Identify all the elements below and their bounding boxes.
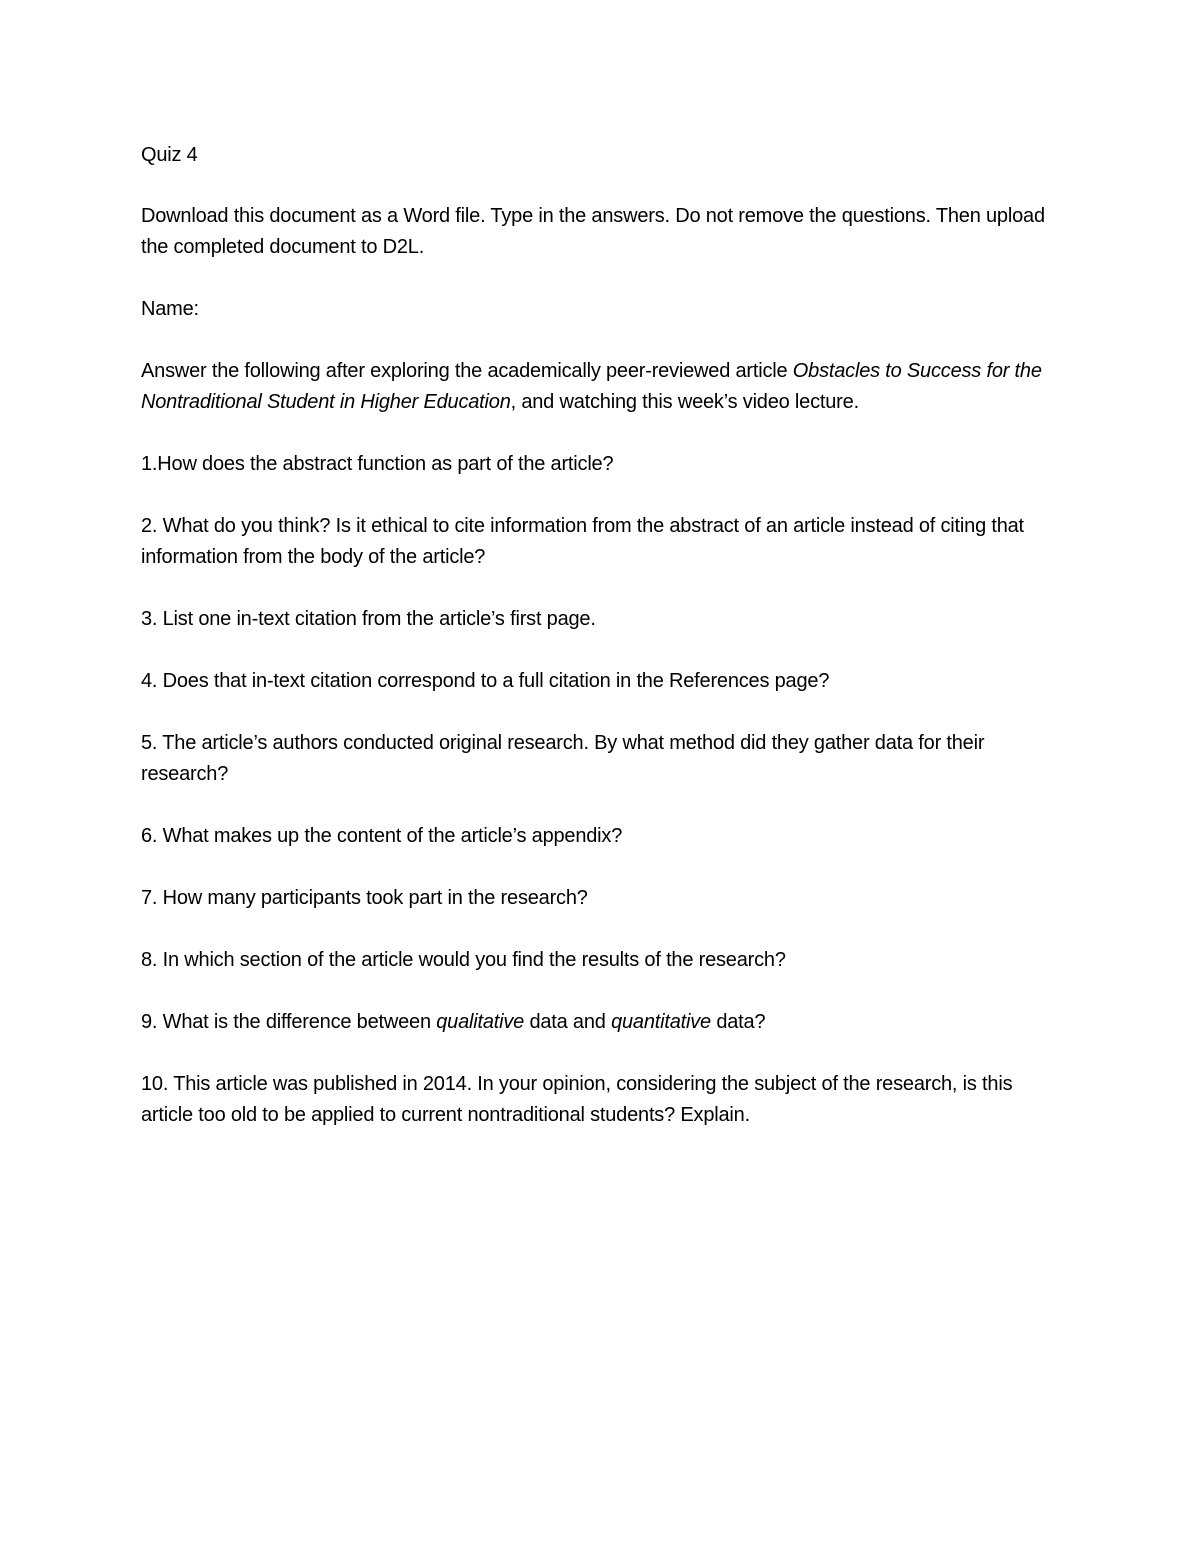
question-5: 5. The article’s authors conducted original research. By what method did they gather data for their research? [141, 732, 985, 785]
term-quantitative: quantitative [611, 1011, 711, 1033]
question-3: 3. List one in-text citation from the article’s first page. [141, 608, 596, 630]
question-4: 4. Does that in-text citation correspond to a full citation in the References page? [141, 670, 830, 692]
question-10: 10. This article was published in 2014. In your opinion, considering the subject of the research, is this article too old to be applied to current nontraditional students? Explain. [141, 1073, 1013, 1126]
question-9-part-2: data and [524, 1011, 612, 1033]
article-title: Obstacles to Success for the Nontraditional Student in Higher Education [141, 360, 1042, 413]
question-9-part-1: 9. What is the difference between [141, 1011, 437, 1033]
instructions-paragraph: Download this document as a Word file. Type in the answers. Do not remove the questions. Then upload the completed document to D2L. [141, 205, 1045, 258]
term-qualitative: qualitative [436, 1011, 525, 1033]
document-body [141, 140, 1061, 1162]
question-8: 8. In which section of the article would you find the results of the research? [141, 949, 786, 971]
question-9 [141, 1007, 1061, 1038]
question-1: 1.How does the abstract function as part of the article? [141, 453, 614, 475]
question-9-part-3: data? [710, 1011, 766, 1033]
intro-text-before: Answer the following after exploring the academically peer-reviewed article [141, 360, 793, 382]
name-label: Name: [141, 298, 199, 320]
question-6: 6. What makes up the content of the article’s appendix? [141, 825, 623, 847]
intro-paragraph [141, 356, 1061, 418]
question-7: 7. How many participants took part in the research? [141, 887, 588, 909]
intro-text-after: , and watching this week’s video lecture. [510, 391, 859, 413]
question-2: 2. What do you think? Is it ethical to cite information from the abstract of an article instead of citing that information from the body of the article? [141, 515, 1024, 568]
document-title: Quiz 4 [141, 144, 198, 166]
